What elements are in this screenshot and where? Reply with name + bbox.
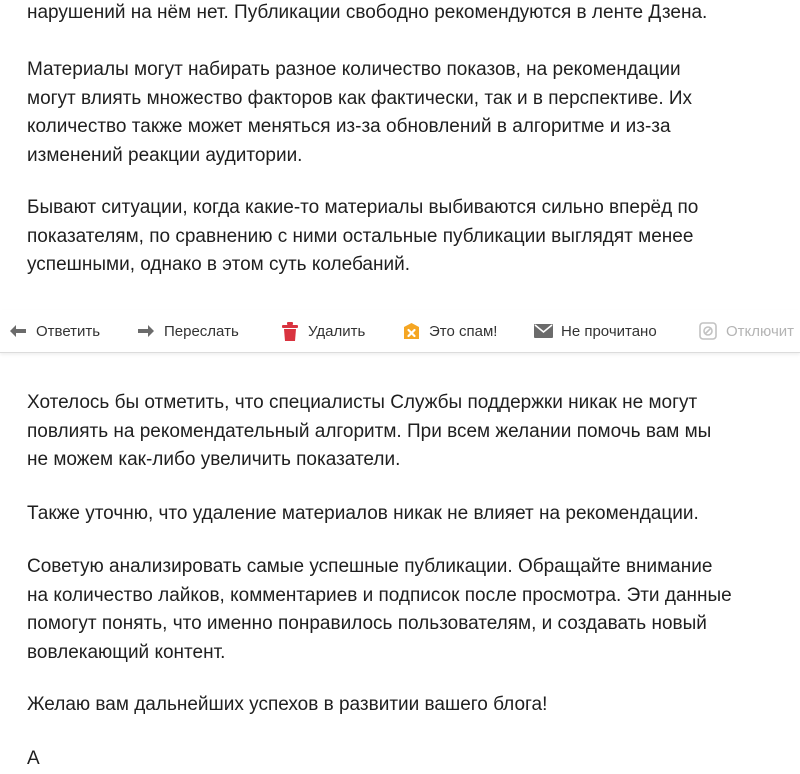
spam-button[interactable] [401, 320, 497, 342]
trash-icon [280, 321, 300, 341]
mark-unread-label: Не прочитано [561, 322, 657, 340]
paragraph-line: Хотелось бы отметить, что специалисты Службы поддержки никак не могут [27, 392, 698, 413]
paragraph-line: Желаю вам дальнейших успехов в развитии вашего блога! [27, 694, 548, 715]
message-paragraph [27, 389, 711, 475]
paragraph-line: Также уточню, что удаление материалов никак не влияет на рекомендации. [27, 503, 699, 524]
paragraph-line: А [27, 748, 40, 769]
spam-icon [401, 321, 421, 341]
paragraph-line: изменений реакции аудитории. [27, 144, 303, 166]
message-action-toolbar [0, 310, 800, 353]
message-paragraph [27, 745, 40, 774]
delete-button[interactable] [280, 320, 365, 342]
message-paragraph [27, 553, 732, 667]
forward-label: Переслать [164, 322, 239, 340]
paragraph-line: нарушений на нём нет. Публикации свободно рекомендуются в ленте Дзена. [27, 2, 708, 23]
disable-label: Отключит [726, 322, 795, 340]
forward-arrow-icon [136, 321, 156, 341]
forward-button[interactable] [136, 320, 239, 342]
message-paragraph [27, 0, 707, 28]
paragraph-line: количество также может меняться из-за обновлений в алгоритме и из-за [27, 116, 671, 137]
reply-arrow-icon [8, 321, 28, 341]
disable-button[interactable] [698, 320, 794, 342]
paragraph-line: успешными, однако в этом суть колебаний. [27, 254, 410, 275]
reply-button[interactable] [8, 320, 100, 342]
message-paragraph [27, 194, 698, 280]
disable-icon [698, 321, 718, 341]
paragraph-line: могут влиять множество факторов как фактически, так и в перспективе. Их [27, 87, 693, 109]
mark-unread-button[interactable] [533, 320, 657, 342]
paragraph-line: повлиять на рекомендательный алгоритм. При всем желании помочь вам мы [27, 420, 712, 442]
paragraph-line: Материалы могут набирать разное количество показов, на рекомендации [27, 59, 681, 80]
paragraph-line: Советую анализировать самые успешные публикации. Обращайте внимание [27, 556, 713, 577]
paragraph-line: показателям, по сравнению с ними остальные публикации выглядят менее [27, 225, 694, 247]
paragraph-line: вовлекающий контент. [27, 641, 226, 663]
message-paragraph [27, 500, 699, 529]
message-paragraph [27, 691, 547, 720]
spam-label: Это спам! [429, 322, 498, 340]
paragraph-line: не можем как-либо увеличить показатели. [27, 449, 401, 470]
reply-label: Ответить [36, 322, 101, 340]
delete-label: Удалить [308, 322, 366, 340]
message-paragraph [27, 56, 692, 170]
paragraph-line: на количество лайков, комментариев и подписок после просмотра. Эти данные [27, 584, 732, 606]
paragraph-line: помогут понять, что именно понравилось пользователям, и создавать новый [27, 613, 707, 634]
paragraph-line: Бывают ситуации, когда какие-то материалы выбиваются сильно вперёд по [27, 197, 699, 218]
envelope-icon [533, 321, 553, 341]
